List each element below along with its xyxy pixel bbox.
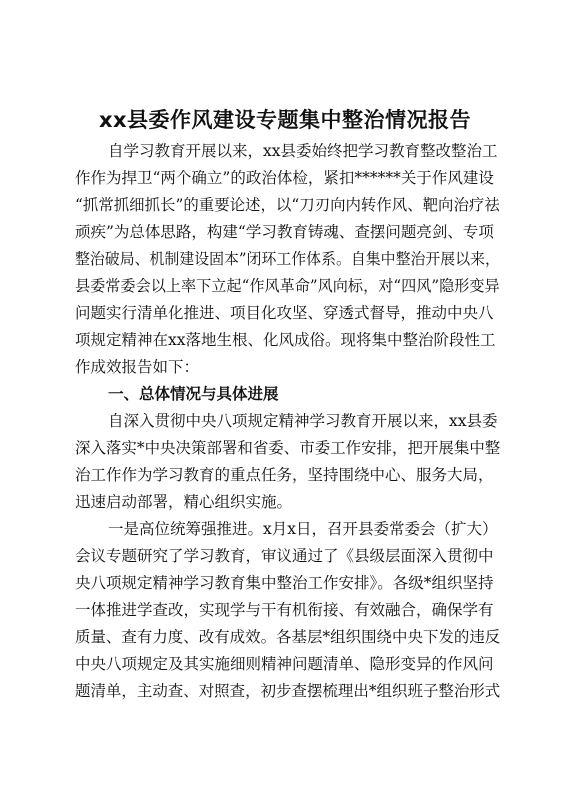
document-title: xx县委作风建设专题集中整治情况报告 bbox=[98, 108, 472, 132]
paragraph-line: 一是高位统筹强推进。x月x日，召开县委常委会（扩大） bbox=[108, 520, 498, 538]
paragraph-line: 题清单，主动查、对照查，初步查摆梳理出*组织班子整治形式 bbox=[75, 682, 501, 700]
paragraph-line: 会议专题研究了学习教育，审议通过了《县级层面深入贯彻中 bbox=[75, 547, 494, 565]
paragraph-line: 一体推进学查改，实现学与干有机衔接、有效融合，确保学有 bbox=[75, 601, 494, 619]
paragraph-line: 质量、查有力度、改有成效。各基层*组织围绕中央下发的违反 bbox=[75, 628, 501, 646]
paragraph-line: 迅速启动部署，精心组织实施。 bbox=[75, 493, 293, 511]
section-heading: 一、总体情况与具体进展 bbox=[108, 385, 279, 403]
paragraph-line: 深入落实*中央决策部署和省委、市委工作安排，把开展集中整 bbox=[75, 439, 501, 457]
paragraph-line: 治工作作为学习教育的重点任务，坚持围绕中心、服务大局， bbox=[75, 466, 494, 484]
paragraph-line: 央八项规定精神学习教育集中整治工作安排》。各级*组织坚持 bbox=[75, 574, 494, 592]
paragraph-line: 作作为捍卫“两个确立”的政治体检，紧扣******关于作风建设 bbox=[75, 169, 494, 187]
paragraph-line: 整治破局、机制建设固本”闭环工作体系。自集中整治开展以来， bbox=[75, 250, 500, 268]
paragraph-line: “抓常抓细抓长”的重要论述，以“刀刃向内转作风、靶向治疗祛 bbox=[75, 196, 500, 214]
paragraph-line: 项规定精神在xx落地生根、化风成俗。现将集中整治阶段性工 bbox=[75, 331, 496, 349]
paragraph-line: 作成效报告如下： bbox=[75, 358, 200, 376]
paragraph-line: 问题实行清单化推进、项目化攻坚、穿透式督导，推动中央八 bbox=[75, 304, 494, 322]
paragraph-line: 中央八项规定及其实施细则精神问题清单、隐形变异的作风问 bbox=[75, 655, 494, 673]
paragraph-line: 顽疾”为总体思路，构建“学习教育铸魂、查摆问题亮剑、专项 bbox=[75, 223, 494, 241]
paragraph-line: 自深入贯彻中央八项规定精神学习教育开展以来，xx县委 bbox=[108, 412, 498, 430]
paragraph-line: 县委常委会以上率下立起“作风革命”风向标，对“四风”隐形变异 bbox=[75, 277, 500, 295]
paragraph-line: 自学习教育开展以来，xx县委始终把学习教育整改整治工 bbox=[108, 142, 498, 160]
